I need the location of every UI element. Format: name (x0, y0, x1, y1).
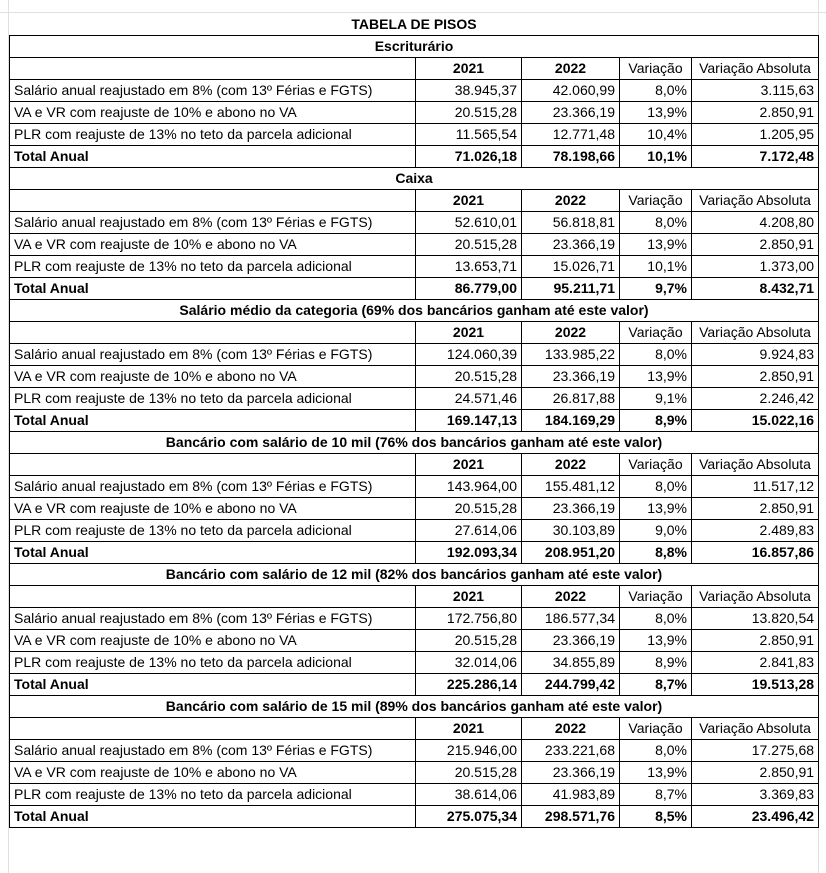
header-year-2022: 2022 (522, 586, 620, 608)
row-label: Salário anual reajustado em 8% (com 13º Férias e FGTS) (10, 344, 416, 366)
section-header-row (10, 300, 819, 322)
header-blank-cell (10, 718, 416, 740)
row-label: PLR com reajuste de 13% no teto da parcela adicional (10, 256, 416, 278)
variation-percent: 13,9% (620, 234, 692, 256)
total-2021: 169.147,13 (416, 410, 522, 432)
total-absolute-variation: 19.513,28 (692, 674, 819, 696)
header-year-2022: 2022 (522, 190, 620, 212)
variation-percent: 8,0% (620, 740, 692, 762)
row-label: PLR com reajuste de 13% no teto da parcela adicional (10, 388, 416, 410)
header-year-2021: 2021 (416, 58, 522, 80)
value-2022: 26.817,88 (522, 388, 620, 410)
header-absolute-variation: Variação Absoluta (692, 454, 819, 476)
variation-percent: 13,9% (620, 498, 692, 520)
header-year-2021: 2021 (416, 190, 522, 212)
table-row (10, 762, 819, 784)
value-2022: 56.818,81 (522, 212, 620, 234)
row-label: Salário anual reajustado em 8% (com 13º Férias e FGTS) (10, 476, 416, 498)
header-year-2022: 2022 (522, 718, 620, 740)
row-label: VA e VR com reajuste de 10% e abono no VA (10, 630, 416, 652)
header-variation: Variação (620, 322, 692, 344)
absolute-variation: 2.489,83 (692, 520, 819, 542)
table-row (10, 520, 819, 542)
table-row (10, 498, 819, 520)
section-title: Bancário com salário de 10 mil (76% dos bancários ganham até este valor) (10, 432, 819, 454)
value-2022: 23.366,19 (522, 366, 620, 388)
total-absolute-variation: 8.432,71 (692, 278, 819, 300)
variation-percent: 8,0% (620, 344, 692, 366)
table-row (10, 102, 819, 124)
absolute-variation: 17.275,68 (692, 740, 819, 762)
value-2022: 23.366,19 (522, 234, 620, 256)
header-year-2021: 2021 (416, 586, 522, 608)
variation-percent: 10,1% (620, 256, 692, 278)
total-absolute-variation: 7.172,48 (692, 146, 819, 168)
section-header-row (10, 432, 819, 454)
value-2022: 34.855,89 (522, 652, 620, 674)
variation-percent: 8,0% (620, 476, 692, 498)
total-2021: 192.093,34 (416, 542, 522, 564)
table-row (10, 652, 819, 674)
absolute-variation: 11.517,12 (692, 476, 819, 498)
header-variation: Variação (620, 718, 692, 740)
section-title: Escriturário (10, 36, 819, 58)
absolute-variation: 2.850,91 (692, 234, 819, 256)
header-absolute-variation: Variação Absoluta (692, 586, 819, 608)
header-blank-cell (10, 586, 416, 608)
value-2021: 20.515,28 (416, 102, 522, 124)
total-row (10, 278, 819, 300)
variation-percent: 8,0% (620, 212, 692, 234)
absolute-variation: 2.841,83 (692, 652, 819, 674)
pisos-table (9, 13, 819, 828)
table-row (10, 476, 819, 498)
total-2022: 78.198,66 (522, 146, 620, 168)
total-row (10, 674, 819, 696)
value-2021: 20.515,28 (416, 366, 522, 388)
section-title: Bancário com salário de 12 mil (82% dos bancários ganham até este valor) (10, 564, 819, 586)
variation-percent: 13,9% (620, 630, 692, 652)
table-row (10, 256, 819, 278)
row-label: PLR com reajuste de 13% no teto da parcela adicional (10, 652, 416, 674)
row-label: Salário anual reajustado em 8% (com 13º Férias e FGTS) (10, 212, 416, 234)
table-title: TABELA DE PISOS (351, 15, 477, 32)
variation-percent: 8,9% (620, 652, 692, 674)
column-header-row (10, 58, 819, 80)
table-row (10, 80, 819, 102)
section-title: Caixa (10, 168, 819, 190)
table-row (10, 366, 819, 388)
column-header-row (10, 718, 819, 740)
total-variation-percent: 10,1% (620, 146, 692, 168)
total-2021: 71.026,18 (416, 146, 522, 168)
absolute-variation: 2.850,91 (692, 498, 819, 520)
row-label: VA e VR com reajuste de 10% e abono no VA (10, 498, 416, 520)
total-row (10, 806, 819, 828)
table-row (10, 124, 819, 146)
value-2021: 38.614,06 (416, 784, 522, 806)
header-variation: Variação (620, 190, 692, 212)
total-2021: 86.779,00 (416, 278, 522, 300)
value-2021: 38.945,37 (416, 80, 522, 102)
value-2021: 52.610,01 (416, 212, 522, 234)
total-absolute-variation: 23.496,42 (692, 806, 819, 828)
value-2022: 12.771,48 (522, 124, 620, 146)
total-label: Total Anual (10, 542, 416, 564)
absolute-variation: 2.246,42 (692, 388, 819, 410)
total-label: Total Anual (10, 146, 416, 168)
value-2022: 30.103,89 (522, 520, 620, 542)
header-variation: Variação (620, 58, 692, 80)
table-row (10, 608, 819, 630)
row-label: VA e VR com reajuste de 10% e abono no VA (10, 234, 416, 256)
total-2022: 95.211,71 (522, 278, 620, 300)
row-label: PLR com reajuste de 13% no teto da parcela adicional (10, 124, 416, 146)
table-body (10, 13, 819, 828)
total-2022: 208.951,20 (522, 542, 620, 564)
absolute-variation: 2.850,91 (692, 630, 819, 652)
row-label: VA e VR com reajuste de 10% e abono no VA (10, 762, 416, 784)
total-variation-percent: 8,8% (620, 542, 692, 564)
absolute-variation: 2.850,91 (692, 366, 819, 388)
header-blank-cell (10, 58, 416, 80)
column-header-row (10, 454, 819, 476)
absolute-variation: 3.115,63 (692, 80, 819, 102)
absolute-variation: 2.850,91 (692, 102, 819, 124)
value-2021: 20.515,28 (416, 234, 522, 256)
total-2022: 184.169,29 (522, 410, 620, 432)
header-blank-cell (10, 190, 416, 212)
header-absolute-variation: Variação Absoluta (692, 322, 819, 344)
variation-percent: 10,4% (620, 124, 692, 146)
value-2022: 15.026,71 (522, 256, 620, 278)
header-absolute-variation: Variação Absoluta (692, 58, 819, 80)
row-label: Salário anual reajustado em 8% (com 13º Férias e FGTS) (10, 608, 416, 630)
total-2021: 225.286,14 (416, 674, 522, 696)
header-year-2022: 2022 (522, 322, 620, 344)
value-2021: 11.565,54 (416, 124, 522, 146)
header-variation: Variação (620, 586, 692, 608)
value-2022: 23.366,19 (522, 102, 620, 124)
header-year-2021: 2021 (416, 454, 522, 476)
table-row (10, 212, 819, 234)
variation-percent: 13,9% (620, 102, 692, 124)
value-2021: 143.964,00 (416, 476, 522, 498)
table-row (10, 234, 819, 256)
section-title: Salário médio da categoria (69% dos bancários ganham até este valor) (10, 300, 819, 322)
absolute-variation: 1.205,95 (692, 124, 819, 146)
absolute-variation: 2.850,91 (692, 762, 819, 784)
total-label: Total Anual (10, 410, 416, 432)
value-2021: 32.014,06 (416, 652, 522, 674)
total-row (10, 542, 819, 564)
row-label: PLR com reajuste de 13% no teto da parcela adicional (10, 520, 416, 542)
value-2021: 215.946,00 (416, 740, 522, 762)
section-header-row (10, 168, 819, 190)
value-2021: 27.614,06 (416, 520, 522, 542)
variation-percent: 8,0% (620, 608, 692, 630)
table-row (10, 344, 819, 366)
total-2022: 244.799,42 (522, 674, 620, 696)
column-header-row (10, 586, 819, 608)
header-year-2022: 2022 (522, 58, 620, 80)
value-2022: 41.983,89 (522, 784, 620, 806)
total-variation-percent: 8,5% (620, 806, 692, 828)
value-2021: 20.515,28 (416, 630, 522, 652)
value-2022: 42.060,99 (522, 80, 620, 102)
total-2022: 298.571,76 (522, 806, 620, 828)
row-label: PLR com reajuste de 13% no teto da parcela adicional (10, 784, 416, 806)
variation-percent: 9,0% (620, 520, 692, 542)
variation-percent: 8,0% (620, 80, 692, 102)
absolute-variation: 1.373,00 (692, 256, 819, 278)
variation-percent: 13,9% (620, 366, 692, 388)
table-row (10, 388, 819, 410)
row-label: VA e VR com reajuste de 10% e abono no VA (10, 366, 416, 388)
value-2021: 124.060,39 (416, 344, 522, 366)
column-header-row (10, 190, 819, 212)
value-2021: 24.571,46 (416, 388, 522, 410)
variation-percent: 13,9% (620, 762, 692, 784)
total-label: Total Anual (10, 278, 416, 300)
header-absolute-variation: Variação Absoluta (692, 190, 819, 212)
total-label: Total Anual (10, 674, 416, 696)
value-2021: 20.515,28 (416, 498, 522, 520)
absolute-variation: 13.820,54 (692, 608, 819, 630)
total-variation-percent: 8,9% (620, 410, 692, 432)
total-label: Total Anual (10, 806, 416, 828)
value-2021: 20.515,28 (416, 762, 522, 784)
absolute-variation: 3.369,83 (692, 784, 819, 806)
row-label: Salário anual reajustado em 8% (com 13º Férias e FGTS) (10, 80, 416, 102)
table-row (10, 784, 819, 806)
section-header-row (10, 564, 819, 586)
variation-percent: 9,1% (620, 388, 692, 410)
value-2022: 155.481,12 (522, 476, 620, 498)
total-row (10, 146, 819, 168)
row-label: VA e VR com reajuste de 10% e abono no VA (10, 102, 416, 124)
section-header-row (10, 696, 819, 718)
section-title: Bancário com salário de 15 mil (89% dos bancários ganham até este valor) (10, 696, 819, 718)
total-absolute-variation: 15.022,16 (692, 410, 819, 432)
total-absolute-variation: 16.857,86 (692, 542, 819, 564)
total-2021: 275.075,34 (416, 806, 522, 828)
total-row (10, 410, 819, 432)
row-label: Salário anual reajustado em 8% (com 13º Férias e FGTS) (10, 740, 416, 762)
header-year-2021: 2021 (416, 322, 522, 344)
value-2021: 172.756,80 (416, 608, 522, 630)
title-row (10, 13, 819, 36)
table-row (10, 740, 819, 762)
total-variation-percent: 8,7% (620, 674, 692, 696)
header-blank-cell (10, 454, 416, 476)
value-2022: 233.221,68 (522, 740, 620, 762)
value-2022: 23.366,19 (522, 630, 620, 652)
column-header-row (10, 322, 819, 344)
absolute-variation: 4.208,80 (692, 212, 819, 234)
value-2021: 13.653,71 (416, 256, 522, 278)
header-absolute-variation: Variação Absoluta (692, 718, 819, 740)
total-variation-percent: 9,7% (620, 278, 692, 300)
header-year-2022: 2022 (522, 454, 620, 476)
header-blank-cell (10, 322, 416, 344)
header-year-2021: 2021 (416, 718, 522, 740)
table-row (10, 630, 819, 652)
value-2022: 186.577,34 (522, 608, 620, 630)
header-variation: Variação (620, 454, 692, 476)
section-header-row (10, 36, 819, 58)
value-2022: 133.985,22 (522, 344, 620, 366)
absolute-variation: 9.924,83 (692, 344, 819, 366)
value-2022: 23.366,19 (522, 762, 620, 784)
variation-percent: 8,7% (620, 784, 692, 806)
value-2022: 23.366,19 (522, 498, 620, 520)
